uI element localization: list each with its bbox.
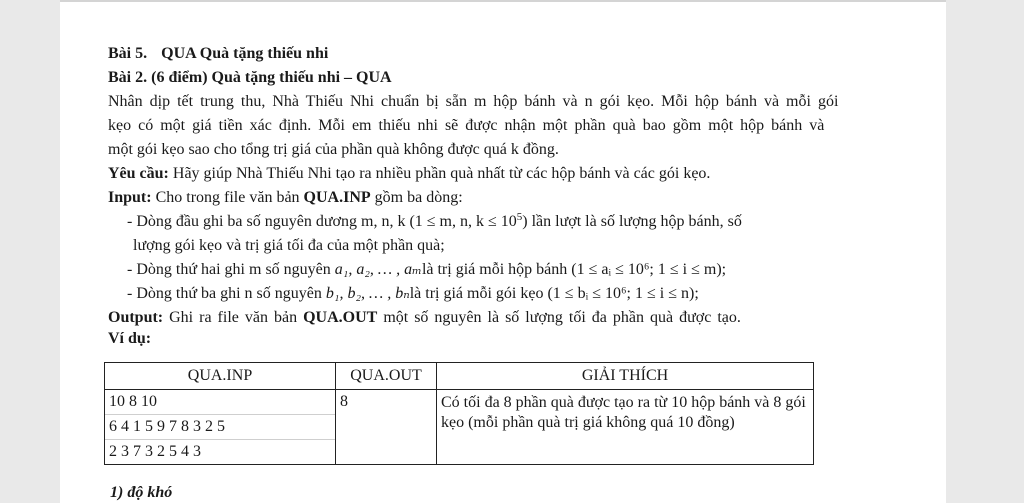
explanation-text: Có tối đa 8 phần quà được tạo ra từ 10 hộp bánh và 8 gói kẹo (mỗi phần quà trị giá không quá 10 đồng) bbox=[441, 394, 806, 431]
requirement-text: Hãy giúp Nhà Thiếu Nhi tạo ra nhiều phần quà nhất từ các hộp bánh và các gói kẹo. bbox=[172, 165, 711, 182]
bullet-2-math: a₁, a₂, … , aₘ bbox=[334, 261, 422, 278]
bullet-3-suffix: là trị giá mỗi gói kẹo (1 ≤ bᵢ ≤ 10⁶; 1 ≤ i ≤ n); bbox=[409, 285, 699, 302]
cell-output bbox=[336, 390, 437, 465]
problem-name: QUA Quà tặng thiếu nhi bbox=[161, 45, 329, 62]
table-row bbox=[105, 390, 814, 465]
example-label: Ví dụ: bbox=[108, 330, 152, 347]
header-qua-inp: QUA.INP bbox=[105, 363, 336, 390]
problem-title bbox=[108, 42, 908, 66]
bullet-1-text: - Dòng đầu ghi ba số nguyên dương m, n, k (1 ≤ m, n, k ≤ 10 bbox=[127, 213, 517, 230]
document-page bbox=[60, 0, 946, 503]
input-line-1: 10 8 10 bbox=[109, 393, 157, 410]
bullet-3-prefix: - Dòng thứ ba ghi n số nguyên bbox=[127, 285, 322, 302]
bullet-3 bbox=[108, 282, 908, 306]
header-explanation: GIẢI THÍCH bbox=[437, 363, 814, 390]
bullet-2-suffix: là trị giá mỗi hộp bánh (1 ≤ aᵢ ≤ 10⁶; 1 ≤ i ≤ m); bbox=[421, 261, 727, 278]
document-content bbox=[108, 42, 908, 348]
requirement bbox=[108, 162, 908, 186]
bullet-1-line-2: lượng gói kẹo và trị giá tối đa của một phần quà; bbox=[133, 237, 445, 254]
input-line-3: 2 3 7 3 2 5 4 3 bbox=[109, 443, 201, 460]
input-file-name: QUA.INP bbox=[303, 189, 371, 206]
output-text-before: Ghi ra file văn bản bbox=[169, 309, 298, 326]
input-spec bbox=[108, 186, 908, 210]
bullet-3-math: b₁, b₂, … , bₙ bbox=[325, 285, 410, 302]
output-spec bbox=[108, 306, 908, 330]
input-text-before: Cho trong file văn bản bbox=[155, 189, 300, 206]
bullet-1-exponent: 5 bbox=[516, 211, 523, 223]
bullet-2-prefix: - Dòng thứ hai ghi m số nguyên bbox=[127, 261, 331, 278]
cell-explanation bbox=[437, 390, 814, 465]
table-header-row bbox=[105, 363, 814, 390]
problem-subtitle: Bài 2. (6 điểm) Quà tặng thiếu nhi – QUA bbox=[108, 69, 392, 86]
input-line-2: 6 4 1 5 9 7 8 3 2 5 bbox=[109, 418, 225, 435]
output-text-after: một số nguyên là số lượng tối đa phần quà được tạo. bbox=[383, 309, 741, 326]
example-table bbox=[104, 362, 814, 465]
input-label: Input: bbox=[108, 189, 152, 206]
page-top-divider bbox=[60, 0, 946, 2]
output-value: 8 bbox=[340, 393, 348, 410]
output-label: Output: bbox=[108, 309, 164, 326]
requirement-label: Yêu cầu: bbox=[108, 165, 169, 182]
bullet-1-text-end: ) lần lượt là số lượng hộp bánh, số bbox=[522, 213, 742, 230]
section-footer: 1) độ khó bbox=[110, 484, 173, 501]
output-file-name: QUA.OUT bbox=[303, 309, 378, 326]
cell-input bbox=[105, 390, 336, 465]
intro-line-2: kẹo có một giá tiền xác định. Mỗi em thiếu nhi sẽ được nhận một phần quà bao gồm một hộp bánh và bbox=[108, 117, 825, 134]
intro-line-1: Nhân dịp tết trung thu, Nhà Thiếu Nhi chuẩn bị sẵn m hộp bánh và n gói kẹo. Mỗi hộp bánh và mỗi gói bbox=[108, 93, 839, 110]
bullet-2 bbox=[108, 258, 908, 282]
problem-number: Bài 5. bbox=[108, 45, 148, 62]
bullet-1-line-1 bbox=[108, 210, 908, 234]
header-qua-out: QUA.OUT bbox=[336, 363, 437, 390]
input-text-after: gồm ba dòng: bbox=[374, 189, 463, 206]
intro-line-3: một gói kẹo sao cho tổng trị giá của phần quà không được quá k đồng. bbox=[108, 141, 559, 158]
